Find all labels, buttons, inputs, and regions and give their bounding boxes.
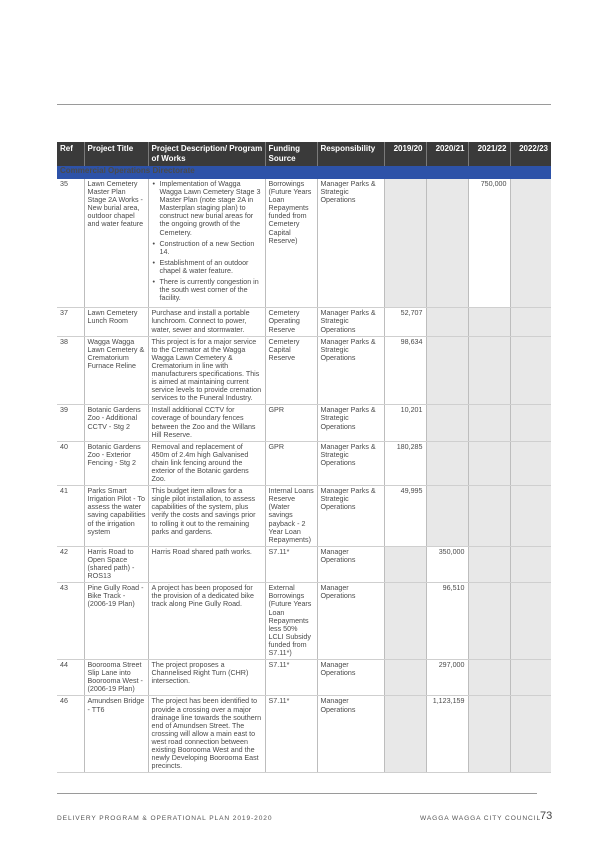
cell-2021-22 bbox=[468, 308, 510, 336]
cell-ref: 40 bbox=[57, 441, 84, 485]
header-responsibility: Responsibility bbox=[317, 142, 384, 166]
cell-title: Lawn Cemetery Lunch Room bbox=[84, 308, 148, 336]
cell-title: Botanic Gardens Zoo - Additional CCTV - Stg 2 bbox=[84, 405, 148, 441]
cell-title: Harris Road to Open Space (shared path) - ROS13 bbox=[84, 546, 148, 582]
cell-description: The project has been identified to provide a crossing over a major drainage line towards the southern end of Amundsen Street. The crossing will allow a main east to west road connection between existing Boorooma West and the newly Developing Boorooma East precincts. bbox=[148, 696, 265, 773]
cell-funding: S7.11* bbox=[265, 660, 317, 696]
table-row bbox=[57, 405, 551, 441]
table-row bbox=[57, 696, 551, 773]
cell-description: This budget item allows for a single pilot installation, to assess capabilities of the system, plus verify the costs and savings prior to rolling it out to the remaining parks and gardens. bbox=[148, 486, 265, 547]
cell-2020-21 bbox=[426, 179, 468, 308]
table-header-row bbox=[57, 142, 551, 166]
cell-2022-23 bbox=[510, 336, 551, 405]
cell-title: Parks Smart Irrigation Pilot - To assess the water saving capabilities of the irrigation system bbox=[84, 486, 148, 547]
cell-2022-23 bbox=[510, 583, 551, 660]
cell-description: Install additional CCTV for coverage of boundary fences between the Zoo and the Willans Hill Reserve. bbox=[148, 405, 265, 441]
cell-ref: 42 bbox=[57, 546, 84, 582]
cell-2020-21 bbox=[426, 441, 468, 485]
cell-ref: 41 bbox=[57, 486, 84, 547]
cell-funding: S7.11* bbox=[265, 696, 317, 773]
cell-2019-20: 98,634 bbox=[384, 336, 426, 405]
header-2019-20: 2019/20 bbox=[384, 142, 426, 166]
cell-responsibility: Manager Parks & Strategic Operations bbox=[317, 179, 384, 308]
cell-ref: 44 bbox=[57, 660, 84, 696]
top-divider bbox=[57, 104, 551, 105]
cell-description: Removal and replacement of 450m of 2.4m high Galvanised chain link fencing around the exterior of the Botanic gardens Zoo. bbox=[148, 441, 265, 485]
cell-funding: S7.11* bbox=[265, 546, 317, 582]
table-row bbox=[57, 486, 551, 547]
cell-ref: 43 bbox=[57, 583, 84, 660]
cell-title: Lawn Cemetery Master Plan Stage 2A Works - New burial area, outdoor chapel and water feature bbox=[84, 179, 148, 308]
cell-2021-22: 750,000 bbox=[468, 179, 510, 308]
cell-responsibility: Manager Parks & Strategic Operations bbox=[317, 405, 384, 441]
cell-2022-23 bbox=[510, 546, 551, 582]
cell-2020-21 bbox=[426, 336, 468, 405]
cell-description: Harris Road shared path works. bbox=[148, 546, 265, 582]
cell-2020-21: 1,123,159 bbox=[426, 696, 468, 773]
cell-2022-23 bbox=[510, 179, 551, 308]
cell-2019-20 bbox=[384, 660, 426, 696]
cell-description: The project proposes a Channelised Right Turn (CHR) intersection. bbox=[148, 660, 265, 696]
header-2020-21: 2020/21 bbox=[426, 142, 468, 166]
cell-2021-22 bbox=[468, 441, 510, 485]
cell-2020-21: 297,000 bbox=[426, 660, 468, 696]
cell-2019-20 bbox=[384, 583, 426, 660]
bullet-item: • Establishment of an outdoor chapel & water feature. bbox=[160, 259, 263, 275]
cell-2020-21: 350,000 bbox=[426, 546, 468, 582]
cell-2021-22 bbox=[468, 486, 510, 547]
section-row bbox=[57, 166, 551, 179]
header-project-description: Project Description/ Program of Works bbox=[148, 142, 265, 166]
cell-2019-20 bbox=[384, 696, 426, 773]
header-2022-23: 2022/23 bbox=[510, 142, 551, 166]
cell-2019-20 bbox=[384, 546, 426, 582]
bullet-item: • Construction of a new Section 14. bbox=[160, 240, 263, 256]
cell-responsibility: Manager Parks & Strategic Operations bbox=[317, 308, 384, 336]
cell-title: Pine Gully Road - Bike Track - (2006-19 Plan) bbox=[84, 583, 148, 660]
bullet-item: • There is currently congestion in the south west corner of the facility. bbox=[160, 278, 263, 302]
cell-2022-23 bbox=[510, 441, 551, 485]
cell-title: Amundsen Bridge - TT6 bbox=[84, 696, 148, 773]
table-row bbox=[57, 583, 551, 660]
cell-ref: 39 bbox=[57, 405, 84, 441]
cell-2020-21 bbox=[426, 405, 468, 441]
capital-works-table bbox=[57, 142, 551, 773]
cell-2020-21 bbox=[426, 486, 468, 547]
cell-funding: GPR bbox=[265, 405, 317, 441]
page-number: 73 bbox=[540, 810, 553, 822]
cell-2022-23 bbox=[510, 405, 551, 441]
cell-2019-20: 180,285 bbox=[384, 441, 426, 485]
header-funding-source: Funding Source bbox=[265, 142, 317, 166]
cell-title: Botanic Gardens Zoo - Exterior Fencing - Stg 2 bbox=[84, 441, 148, 485]
cell-2019-20: 49,995 bbox=[384, 486, 426, 547]
header-ref: Ref bbox=[57, 142, 84, 166]
cell-2022-23 bbox=[510, 696, 551, 773]
table-row bbox=[57, 308, 551, 336]
cell-2020-21: 96,510 bbox=[426, 583, 468, 660]
cell-responsibility: Manager Operations bbox=[317, 696, 384, 773]
table-row bbox=[57, 179, 551, 308]
table-row bbox=[57, 660, 551, 696]
cell-responsibility: Manager Parks & Strategic Operations bbox=[317, 441, 384, 485]
cell-2021-22 bbox=[468, 660, 510, 696]
footer-document-title: DELIVERY PROGRAM & OPERATIONAL PLAN 2019-2020 bbox=[57, 815, 273, 822]
cell-title: Boorooma Street Slip Lane into Boorooma West - (2006-19 Plan) bbox=[84, 660, 148, 696]
cell-2020-21 bbox=[426, 308, 468, 336]
cell-2021-22 bbox=[468, 405, 510, 441]
cell-description: This project is for a major service to the Cremator at the Wagga Wagga Lawn Cemetery & Crematorium in line with manufacturers specifications. This is aimed at maintaining current service levels to provide cremation services to the Funeral Industry. bbox=[148, 336, 265, 405]
footer-council-name: WAGGA WAGGA CITY COUNCIL bbox=[420, 815, 542, 822]
cell-2022-23 bbox=[510, 486, 551, 547]
cell-2021-22 bbox=[468, 696, 510, 773]
cell-description: Purchase and install a portable lunchroom. Connect to power, water, sewer and stormwater. bbox=[148, 308, 265, 336]
cell-ref: 46 bbox=[57, 696, 84, 773]
cell-2019-20 bbox=[384, 179, 426, 308]
cell-responsibility: Manager Parks & Strategic Operations bbox=[317, 486, 384, 547]
bottom-divider bbox=[57, 793, 537, 794]
cell-2019-20: 52,707 bbox=[384, 308, 426, 336]
cell-funding: Cemetery Operating Reserve bbox=[265, 308, 317, 336]
cell-funding: Borrowings (Future Years Loan Repayments funded from Cemetery Capital Reserve) bbox=[265, 179, 317, 308]
cell-funding: Internal Loans Reserve (Water savings payback - 2 Year Loan Repayments) bbox=[265, 486, 317, 547]
bullet-item: • Implementation of Wagga Wagga Lawn Cemetery Stage 3 Master Plan (note stage 2A in Masterplan staging plan) to construct new burial areas for the ongoing growth of the Cemetery. bbox=[160, 180, 263, 237]
cell-ref: 35 bbox=[57, 179, 84, 308]
cell-responsibility: Manager Operations bbox=[317, 583, 384, 660]
cell-title: Wagga Wagga Lawn Cemetery & Crematorium Furnace Reline bbox=[84, 336, 148, 405]
description-bullets bbox=[152, 180, 263, 302]
cell-responsibility: Manager Parks & Strategic Operations bbox=[317, 336, 384, 405]
cell-funding: GPR bbox=[265, 441, 317, 485]
cell-2021-22 bbox=[468, 583, 510, 660]
cell-responsibility: Manager Operations bbox=[317, 660, 384, 696]
cell-description bbox=[148, 179, 265, 308]
cell-funding: Cemetery Capital Reserve bbox=[265, 336, 317, 405]
header-project-title: Project Title bbox=[84, 142, 148, 166]
table-row bbox=[57, 546, 551, 582]
cell-ref: 38 bbox=[57, 336, 84, 405]
cell-ref: 37 bbox=[57, 308, 84, 336]
cell-2022-23 bbox=[510, 660, 551, 696]
cell-description: A project has been proposed for the provision of a dedicated bike track along Pine Gully Road. bbox=[148, 583, 265, 660]
header-2021-22: 2021/22 bbox=[468, 142, 510, 166]
cell-funding: External Borrowings (Future Years Loan Repayments less 50% LCLI Subsidy funded from S7.11*) bbox=[265, 583, 317, 660]
table-row bbox=[57, 441, 551, 485]
cell-responsibility: Manager Operations bbox=[317, 546, 384, 582]
table-row bbox=[57, 336, 551, 405]
cell-2019-20: 10,201 bbox=[384, 405, 426, 441]
cell-2022-23 bbox=[510, 308, 551, 336]
cell-2021-22 bbox=[468, 336, 510, 405]
section-title: Commercial Operations Directorate bbox=[57, 166, 551, 179]
cell-2021-22 bbox=[468, 546, 510, 582]
